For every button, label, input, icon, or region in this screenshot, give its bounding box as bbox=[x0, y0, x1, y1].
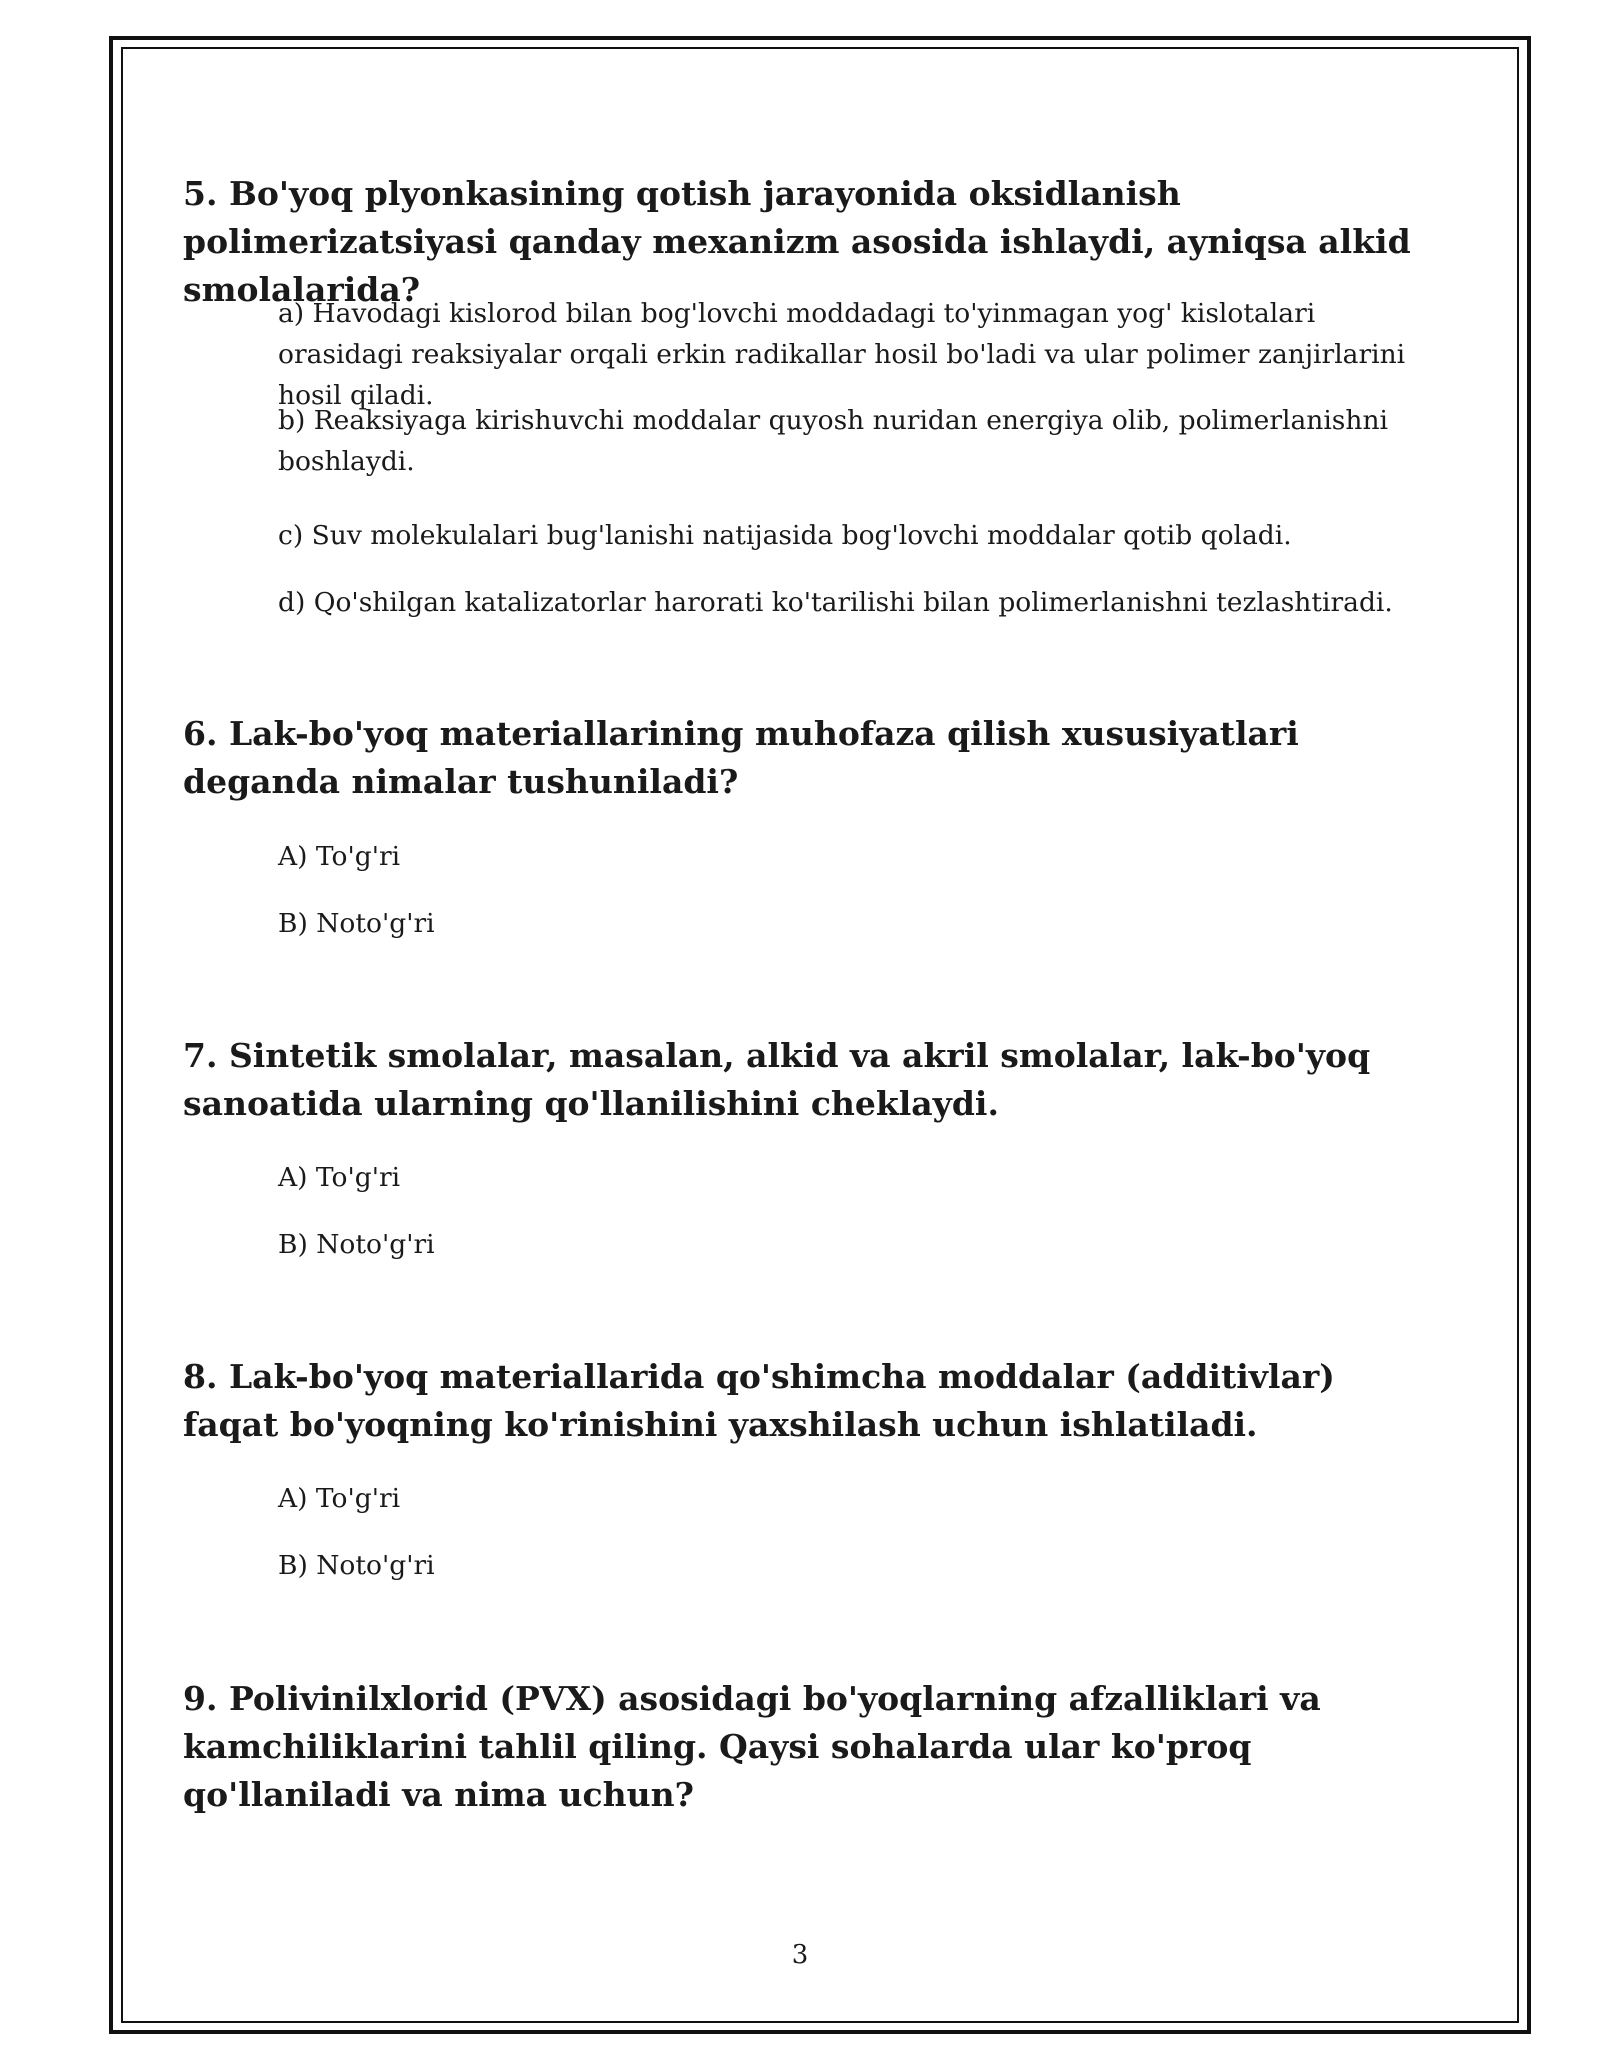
question-9-text: 9. Polivinilxlorid (PVX) asosidagi bo'yoqlarning afzalliklari va kamchiliklarini tahlil qiling. Qaysi sohalarda ular ko'proq qo'llaniladi va nima uchun? bbox=[183, 1679, 1321, 1814]
question-7-text: 7. Sintetik smolalar, masalan, alkid va akril smolalar, lak-bo'yoq sanoatida ularning qo'llanilishini cheklaydi. bbox=[183, 1036, 1371, 1123]
question-5-option-a: a) Havodagi kislorod bilan bog'lovchi moddadagi to'yinmagan yog' kislotalari orasidagi reaksiyalar orqali erkin radikallar hosil bo'ladi va ular polimer zanjirlarini hosil qiladi. bbox=[278, 298, 1406, 411]
question-7-option-b: B) Noto'g'ri bbox=[278, 1229, 435, 1260]
question-5-option-b: b) Reaksiyaga kirishuvchi moddalar quyosh nuridan energiya olib, polimerlanishni boshlaydi. bbox=[278, 405, 1389, 477]
question-5-option-c: c) Suv molekulalari bug'lanishi natijasida bog'lovchi moddalar qotib qoladi. bbox=[278, 520, 1292, 551]
question-5-text: 5. Bo'yoq plyonkasining qotish jarayonida oksidlanish polimerizatsiyasi qanday mexanizm asosida ishlaydi, ayniqsa alkid smolalarida? bbox=[183, 174, 1411, 309]
question-6-option-b: B) Noto'g'ri bbox=[278, 908, 435, 939]
page-number: 3 bbox=[791, 1940, 809, 1970]
question-8-option-b: B) Noto'g'ri bbox=[278, 1550, 435, 1581]
question-8-text: 8. Lak-bo'yoq materiallarida qo'shimcha moddalar (additivlar) faqat bo'yoqning ko'rinishini yaxshilash uchun ishlatiladi. bbox=[183, 1357, 1335, 1444]
question-8-option-a: A) To'g'ri bbox=[278, 1483, 401, 1514]
question-6-option-a: A) To'g'ri bbox=[278, 841, 401, 872]
question-7-option-a: A) To'g'ri bbox=[278, 1162, 401, 1193]
question-5-option-d: d) Qo'shilgan katalizatorlar harorati ko'tarilishi bilan polimerlanishni tezlashtiradi. bbox=[278, 587, 1393, 618]
question-6-text: 6. Lak-bo'yoq materiallarining muhofaza qilish xususiyatlari deganda nimalar tushuniladi? bbox=[183, 714, 1299, 801]
